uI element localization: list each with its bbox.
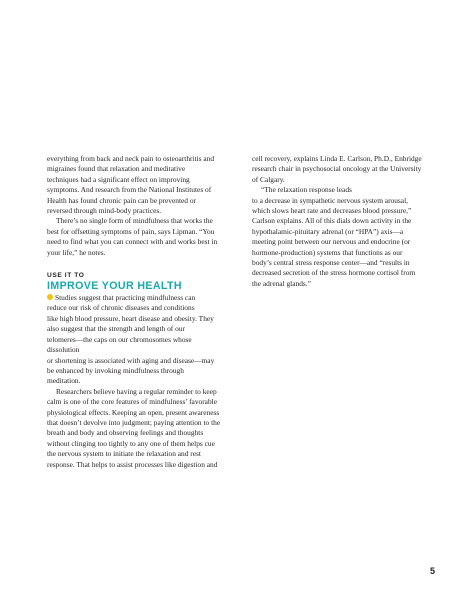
text-line: that doesn’t devolve into judgment; paying attention to the (47, 417, 221, 427)
text-line: hormone-production) systems that functions as our (252, 247, 403, 257)
text-line: best for offsetting symptoms of pain, says Lipman. “You (47, 226, 215, 236)
text-line: research chair in psychosocial oncology at the University (252, 164, 422, 174)
right-column (252, 154, 458, 289)
text-line: cell recovery, explains Linda E. Carlson, Ph.D., Enbridge (252, 154, 422, 163)
text-line-content: Studies suggest that practicing mindfulness can (55, 293, 196, 303)
bullet-dot-icon (47, 294, 53, 300)
bullet-paragraph (47, 293, 253, 387)
text-line: symptoms. And research from the National Institutes of (47, 185, 212, 195)
text-line: everything from back and neck pain to osteoarthritis and (47, 154, 215, 163)
text-line: hypothalamic-pituitary adrenal (or “HPA”) axis—a (252, 226, 404, 236)
text-line: Researchers believe having a regular reminder to keep (56, 386, 217, 396)
page-number: 5 (430, 566, 436, 576)
researchers-paragraph (47, 387, 253, 470)
text-line: which slows heart rate and decreases blood pressure,” (252, 206, 412, 216)
text-line: “The relaxation response leads (261, 185, 352, 195)
text-line: to a decrease in sympathetic nervous system arousal, (252, 195, 408, 205)
text-line: calm is one of the core features of mindfulness’ favorable (47, 397, 217, 407)
section-headline: IMPROVE YOUR HEALTH (47, 280, 182, 293)
text-line: be enhanced by invoking mindfulness through (47, 365, 184, 375)
text-line: body’s central stress response center—and “results in (252, 258, 410, 268)
text-line: your life,” he notes. (47, 247, 106, 257)
text-line: without clinging too tightly to any one of them helps cue (47, 438, 215, 448)
text-line: breath and body and observing feelings and thoughts (47, 428, 204, 438)
lipman-paragraph (47, 216, 253, 258)
left-column (47, 154, 253, 470)
intro-paragraph (47, 154, 253, 216)
text-line: or shortening is associated with aging and disease—may (47, 355, 215, 365)
text-line: the adrenal glands.” (252, 278, 311, 288)
text-line: meditation. (47, 376, 81, 386)
text-line: reduce our risk of chronic diseases and conditions (47, 303, 195, 313)
text-line: telomeres—the caps on our chromosomes whose (47, 334, 192, 344)
text-line: There’s no single form of mindfulness that works the (56, 216, 213, 226)
text-line: dissolution (47, 345, 80, 355)
text-line: need to find what you can connect with and works best in (47, 237, 218, 247)
text-line: migraines found that relaxation and meditative (47, 164, 186, 174)
text-line: Health has found chronic pain can be prevented or (47, 195, 196, 205)
text-line: meeting point between our nervous and endocrine (or (252, 237, 411, 247)
text-line (47, 293, 253, 303)
relaxation-paragraph (252, 185, 458, 289)
section-kicker: USE IT TO (47, 272, 85, 280)
text-line: the nervous system to initiate the relaxation and rest (47, 449, 201, 459)
text-line: of Calgary. (252, 174, 285, 184)
text-line: reversed through mind-body practices. (47, 206, 162, 216)
carlson-paragraph (252, 154, 458, 185)
text-line: like high blood pressure, heart disease and obesity. They (47, 313, 214, 323)
text-line: physiological effects. Keeping an open, present awareness (47, 407, 220, 417)
text-line: techniques had a significant effect on improving (47, 174, 190, 184)
text-line: response. That helps to assist processes like digestion and (47, 459, 218, 469)
text-line: also suggest that the strength and length of our (47, 324, 185, 334)
text-line: Carlson explains. All of this dials down activity in the (252, 216, 412, 226)
text-line: decreased secretion of the stress hormone cortisol from (252, 268, 416, 278)
